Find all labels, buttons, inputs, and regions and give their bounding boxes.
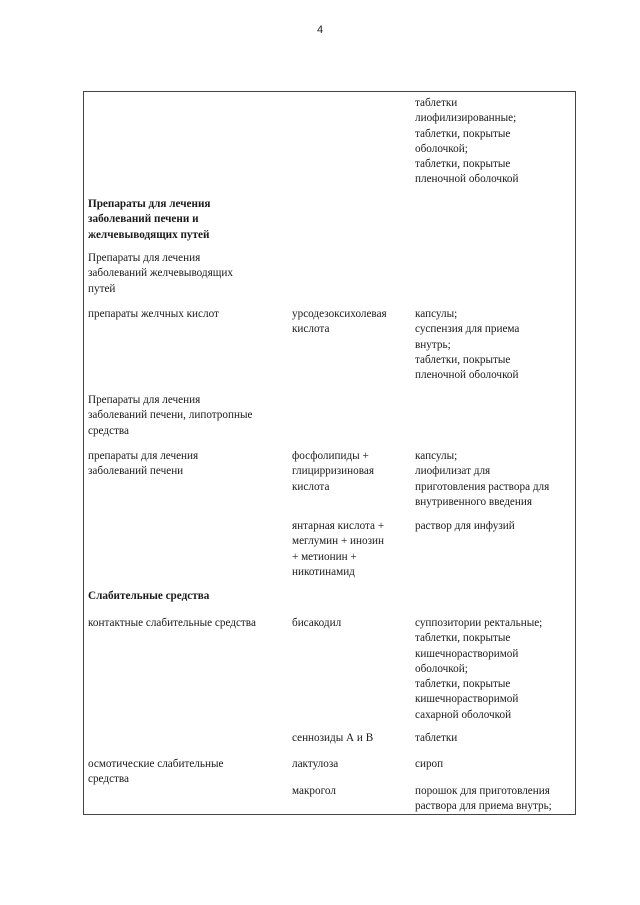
dosage-form-cell: раствор для инфузий [415,520,515,532]
dosage-form-cell: порошок для приготовления раствора для приема внутрь; [415,785,552,813]
drug-name-cell: сеннозиды А и В [292,732,374,744]
dosage-form-cell: таблетки лиофилизированные; таблетки, покрытые оболочкой; таблетки, покрытые пленочной оболочкой [415,97,519,186]
dosage-form-cell: суппозитории ректальные; таблетки, покрытые кишечнорастворимой оболочкой; таблетки, покрытые кишечнорастворимой сахарной оболочкой [415,617,543,721]
drug-name-cell: янтарная кислота + меглумин + инозин + метионин + никотинамид [292,520,385,578]
page-number: 4 [316,24,324,36]
dosage-form-cell: капсулы; суспензия для приема внутрь; таблетки, покрытые пленочной оболочкой [415,308,520,382]
drug-group-cell: препараты желчных кислот [88,308,219,320]
drug-group-cell: осмотические слабительные средства [88,758,224,786]
dosage-form-cell: капсулы; лиофилизат для приготовления раствора для внутривенного введения [415,450,550,508]
drug-table [83,91,576,815]
drug-group-cell: препараты для лечения заболеваний печени [88,450,199,478]
drug-name-cell: урсодезоксихолевая кислота [292,308,387,336]
dosage-form-cell: таблетки [415,732,458,744]
drug-name-cell: макрогол [292,785,336,797]
section-heading: Слабительные средства [88,590,210,602]
drug-name-cell: бисакодил [292,617,342,629]
drug-name-cell: фосфолипиды + глицирризиновая кислота [292,450,374,493]
drug-group-cell: контактные слабительные средства [88,617,256,629]
subgroup-heading: Препараты для лечения заболеваний печени, липотропные средства [88,394,253,437]
drug-name-cell: лактулоза [292,758,339,770]
section-heading: Препараты для лечения заболеваний печени и желчевыводящих путей [88,198,211,241]
subgroup-heading: Препараты для лечения заболеваний желчевыводящих путей [88,252,233,295]
dosage-form-cell: сироп [415,758,444,770]
